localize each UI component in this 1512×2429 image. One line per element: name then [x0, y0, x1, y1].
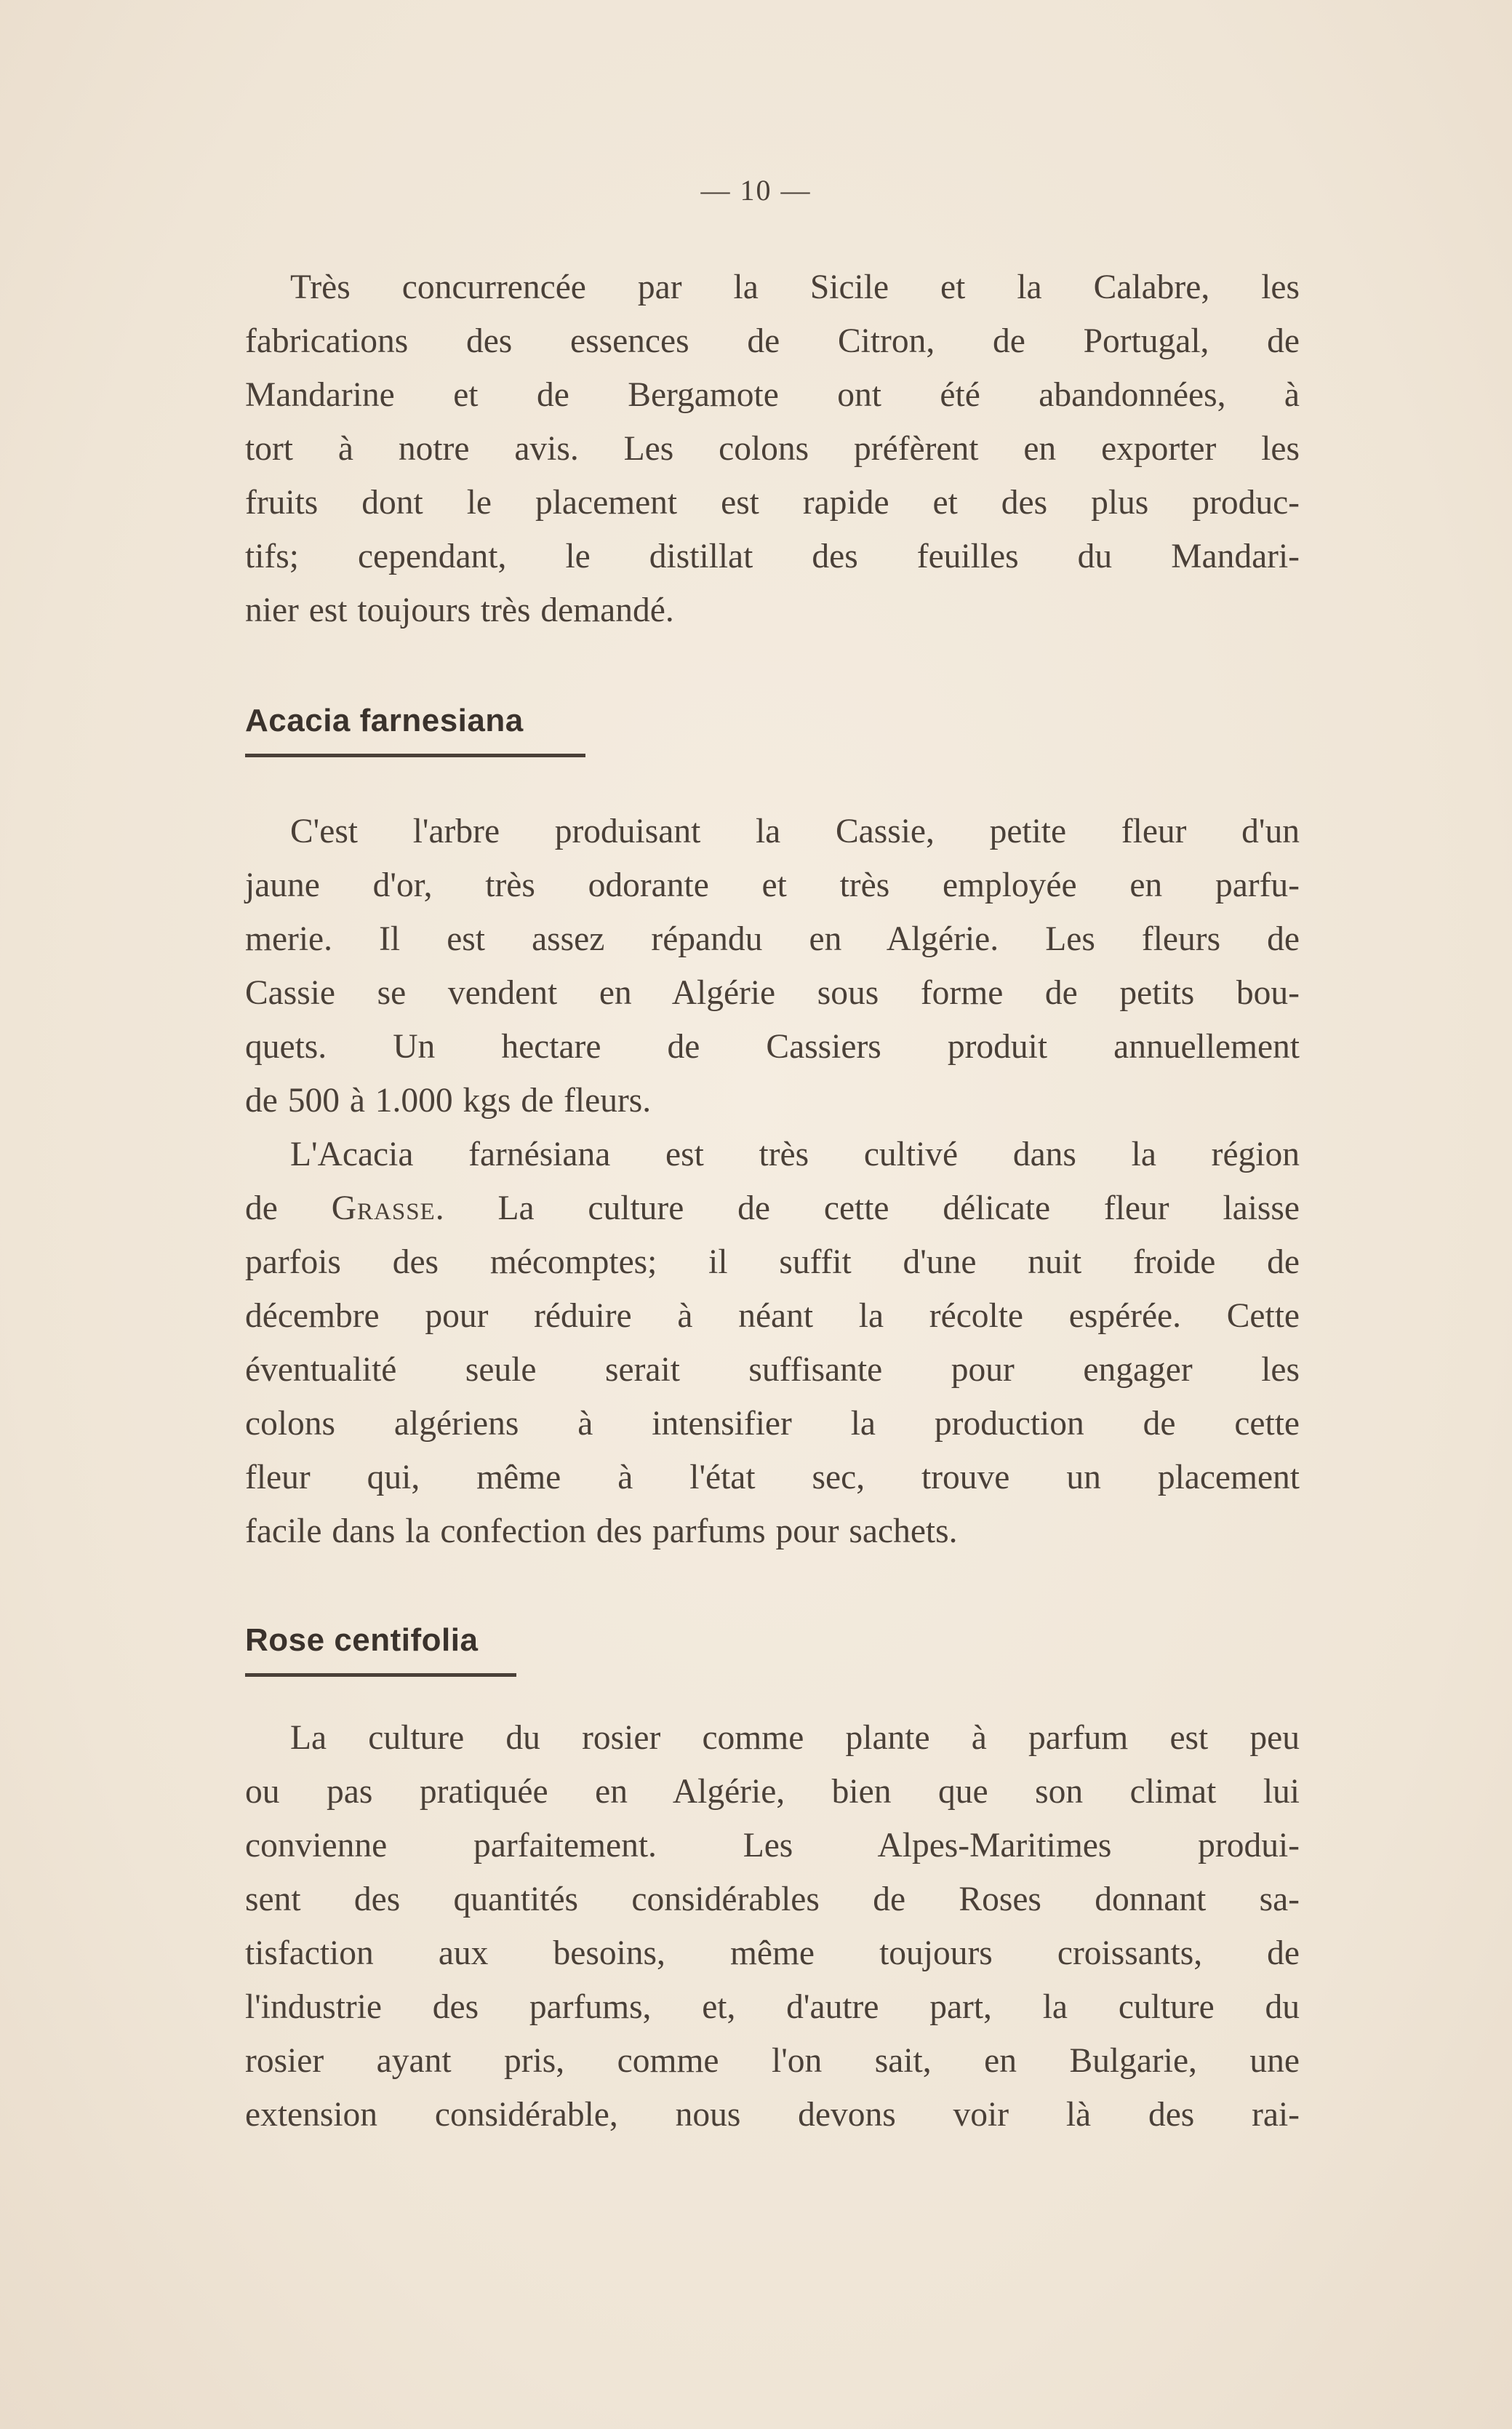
- text-line: de Grasse. La culture de cette délicate fleur laisse: [245, 1189, 1300, 1227]
- heading-underline: [245, 1673, 516, 1677]
- text-line: rosier ayant pris, comme l'on sait, en Bulgarie, une: [245, 2042, 1300, 2080]
- text-line: fruits dont le placement est rapide et des plus produc-: [245, 484, 1300, 522]
- text-line: jaune d'or, très odorante et très employée en parfu-: [245, 866, 1300, 904]
- text-line: tifs; cependant, le distillat des feuilles du Mandari-: [245, 538, 1300, 575]
- page-number: — 10 —: [700, 174, 812, 207]
- text-line: Mandarine et de Bergamote ont été abandonnées, à: [245, 376, 1300, 414]
- text-line: Très concurrencée par la Sicile et la Calabre, les: [290, 268, 1300, 306]
- text-line: fabrications des essences de Citron, de Portugal, de: [245, 322, 1300, 360]
- text-line: L'Acacia farnésiana est très cultivé dans la région: [290, 1136, 1300, 1173]
- paragraph-cassie: [245, 805, 1300, 1128]
- place-name-grasse: Grasse: [331, 1189, 436, 1227]
- text-line: décembre pour réduire à néant la récolte espérée. Cette: [245, 1297, 1300, 1335]
- text-line: éventualité seule serait suffisante pour engager les: [245, 1351, 1300, 1389]
- text-line: C'est l'arbre produisant la Cassie, petite fleur d'un: [290, 813, 1300, 850]
- heading-underline: [245, 754, 585, 757]
- text-line: nier est toujours très demandé.: [245, 591, 674, 629]
- text-line: Cassie se vendent en Algérie sous forme de petits bou-: [245, 974, 1300, 1012]
- paragraph-rose: [245, 1711, 1300, 2142]
- text-line: colons algériens à intensifier la production de cette: [245, 1405, 1300, 1443]
- section-heading-rose: Rose centifolia: [245, 1622, 479, 1658]
- text-line: de 500 à 1.000 kgs de fleurs.: [245, 1082, 652, 1120]
- text-line: La culture du rosier comme plante à parfum est peu: [290, 1719, 1300, 1757]
- text-line: convienne parfaitement. Les Alpes-Maritimes produi-: [245, 1827, 1300, 1864]
- text-line: ou pas pratiquée en Algérie, bien que son climat lui: [245, 1773, 1300, 1811]
- text-line: merie. Il est assez répandu en Algérie. Les fleurs de: [245, 920, 1300, 958]
- text-line: tisfaction aux besoins, même toujours croissants, de: [245, 1934, 1300, 1972]
- section-heading-acacia: Acacia farnesiana: [245, 703, 524, 738]
- text-line: extension considérable, nous devons voir là des rai-: [245, 2096, 1300, 2134]
- text-line: parfois des mécomptes; il suffit d'une nuit froide de: [245, 1243, 1300, 1281]
- paragraph-grasse: [245, 1128, 1300, 1558]
- text-line: quets. Un hectare de Cassiers produit annuellement: [245, 1028, 1300, 1066]
- text-line: tort à notre avis. Les colons préfèrent en exporter les: [245, 430, 1300, 468]
- paragraph-citrus: [245, 260, 1300, 637]
- text-line: l'industrie des parfums, et, d'autre part, la culture du: [245, 1988, 1300, 2026]
- text-line: fleur qui, même à l'état sec, trouve un placement: [245, 1459, 1300, 1496]
- text-line: facile dans la confection des parfums pour sachets.: [245, 1512, 958, 1550]
- text-line: sent des quantités considérables de Roses donnant sa-: [245, 1880, 1300, 1918]
